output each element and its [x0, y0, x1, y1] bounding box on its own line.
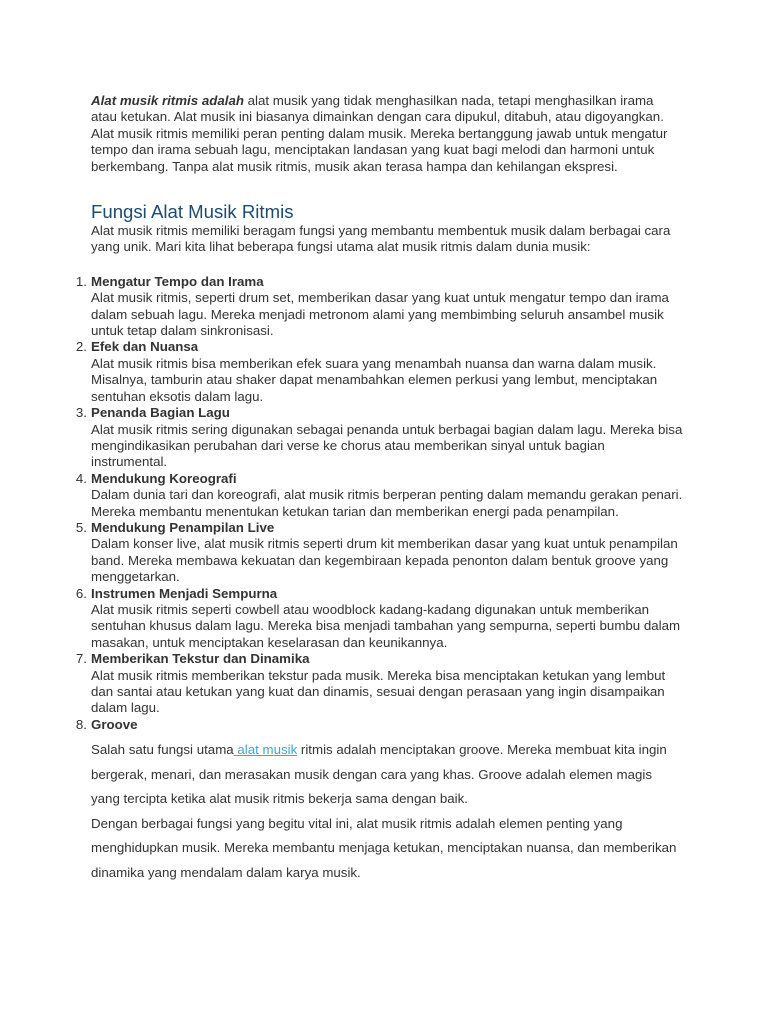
intro-paragraph [91, 93, 683, 126]
list-number: 6. [75, 585, 87, 601]
groove-text-before: Salah satu fungsi utama [91, 742, 234, 758]
list-item [75, 519, 683, 586]
item-description: Alat musik ritmis memberikan tekstur pada musik. Mereka bisa menciptakan ketukan yang lembut dan santai atau ketukan yang kuat dan dinamis, sesuai dengan perasaan yang ingin disampaikan dalam lagu. [91, 667, 666, 716]
list-item [75, 651, 683, 717]
section-heading: Fungsi Alat Musik Ritmis [91, 201, 294, 223]
item-title: Mendukung Koreografi [91, 470, 237, 486]
list-number: 3. [75, 405, 87, 421]
groove-paragraph [91, 738, 683, 812]
section-intro: Alat musik ritmis memiliki beragam fungsi yang membantu membentuk musik dalam berbagai cara yang unik. Mari kita lihat beberapa fungsi utama alat musik ritmis dalam dunia musik: [91, 223, 671, 255]
intro-text: alat musik yang tidak menghasilkan nada, tetapi menghasilkan irama atau ketukan. Alat musik ini biasanya dimainkan dengan cara dipukul, ditabuh, atau digoyangkan. [91, 93, 664, 125]
item-title: Efek dan Nuansa [91, 339, 199, 355]
list-item [75, 405, 683, 471]
list-item [75, 339, 683, 405]
list-item [75, 470, 683, 520]
item-description: Alat musik ritmis sering digunakan sebagai penanda untuk berbagai bagian dalam lagu. Mereka bisa mengindikasikan perubahan dari verse ke chorus atau memberikan sinyal untuk bagian instrumental. [91, 421, 683, 470]
item-title: Instrumen Menjadi Sempurna [91, 585, 278, 601]
document-page [75, 93, 683, 885]
list-number: 4. [75, 470, 87, 486]
item-title: Mendukung Penampilan Live [91, 519, 275, 535]
intro-lead: Alat musik ritmis adalah [91, 93, 244, 108]
list-item [75, 585, 683, 652]
item-title: Mengatur Tempo dan Irama [91, 273, 264, 289]
item-description: Alat musik ritmis bisa memberikan efek suara yang menambah nuansa dan warna dalam musik. Misalnya, tamburin atau shaker dapat menambahkan elemen perkusi yang lembut, menciptakan sentuhan eksotis dalam lagu. [91, 355, 658, 404]
list-item [75, 716, 683, 885]
list-number: 8. [75, 716, 87, 732]
item-title: Penanda Bagian Lagu [91, 405, 230, 421]
list-number: 1. [75, 273, 87, 289]
list-number: 5. [75, 519, 87, 535]
intro-paragraph-2: Alat musik ritmis memiliki peran penting dalam musik. Mereka bertanggung jawab untuk mengatur tempo dan irama sebuah lagu, menciptakan landasan yang kuat bagi melodi dan harmoni untuk berkembang. Tanpa alat musik ritmis, musik akan terasa hampa dan kehilangan ekspresi. [91, 125, 668, 174]
list-item [75, 273, 683, 340]
functions-list [75, 273, 683, 885]
item-title: Groove [91, 716, 138, 732]
item-description: Alat musik ritmis seperti cowbell atau woodblock kadang-kadang digunakan untuk memberikan sentuhan khusus dalam lagu. Mereka bisa menjadi tambahan yang sempurna, seperti bumbu dalam masakan, untuk menciptakan keselarasan dan keunikannya. [91, 601, 681, 650]
list-number: 7. [75, 651, 87, 667]
item-title: Memberikan Tekstur dan Dinamika [91, 651, 310, 667]
item-description: Dalam konser live, alat musik ritmis seperti drum kit memberikan dasar yang kuat untuk penampilan band. Mereka membawa kekuatan dan kegembiraan kepada penonton dalam bentuk groove yang menggetarkan. [91, 536, 678, 585]
alat-musik-link[interactable]: alat musik [233, 742, 298, 758]
item-description: Alat musik ritmis, seperti drum set, memberikan dasar yang kuat untuk mengatur tempo dan irama dalam sebuah lagu. Mereka menjadi metronom alami yang membimbing seluruh ansambel musik untuk tetap dalam sinkronisasi. [91, 290, 669, 339]
closing-paragraph: Dengan berbagai fungsi yang begitu vital ini, alat musik ritmis adalah elemen penting yang menghidupkan musik. Mereka membantu menjaga ketukan, menciptakan nuansa, dan memberikan dinamika yang mendalam dalam karya musik. [91, 815, 677, 880]
item-description: Dalam dunia tari dan koreografi, alat musik ritmis berperan penting dalam memandu gerakan penari. Mereka membantu menentukan ketukan tarian dan memberikan energi pada penampilan. [91, 487, 683, 519]
list-number: 2. [75, 339, 87, 355]
groove-text-after: ritmis adalah menciptakan groove. Mereka membuat kita ingin bergerak, menari, dan merasakan musik dengan cara yang khas. Groove adalah elemen magis yang tercipta ketika alat musik ritmis bekerja sama dengan baik. [91, 742, 667, 807]
